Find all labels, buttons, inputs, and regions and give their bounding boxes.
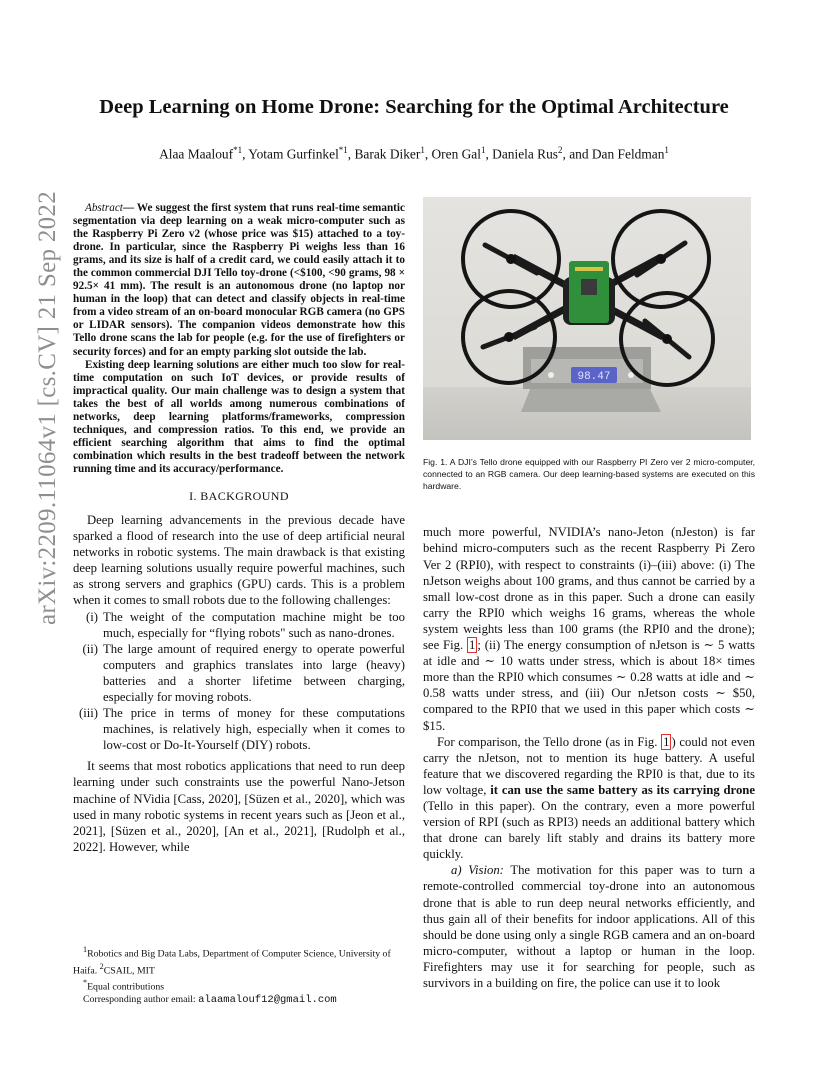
footnote-text: Robotics and Big Data Labs, Department of Computer Science, University of Haifa. xyxy=(73,948,391,976)
author-affiliation: 1 xyxy=(664,145,669,155)
paragraph-label: a) Vision: xyxy=(451,863,504,878)
footnote xyxy=(73,994,405,1006)
body-paragraph xyxy=(423,524,755,733)
footnote xyxy=(73,944,405,977)
motor xyxy=(504,332,514,342)
scale-reading: 98.47 xyxy=(577,371,611,383)
author: Alaa Maalouf xyxy=(159,146,234,162)
author: Dan Feldman xyxy=(591,146,665,162)
footnote-mark: 2 xyxy=(99,961,104,971)
body-text: For comparison, the Tello drone (as in Fig. xyxy=(437,734,658,749)
footnote xyxy=(73,977,405,994)
author: Daniela Rus xyxy=(492,146,558,162)
body-paragraph: Deep learning advancements in the previous decade have sparked a flood of research into the use of deep artificial neural networks in robotic systems. The main drawback is that existing deep learning solutions usually require powerful machines, such as strong servers and graphics (GPU) cards. This is a problem when it comes to small robots due to the following challenges: xyxy=(73,512,405,608)
motor xyxy=(506,254,516,264)
list-item-number: (iii) xyxy=(78,706,98,721)
body-text: ) could not even carry the nJetson, not to mention its huge battery. A useful feature that we discovered regarding the RPI0 is that, due to its low voltage, xyxy=(423,734,756,797)
left-column xyxy=(73,202,405,855)
body-text: (Tello in this paper). On the contrary, even a more powerful version of RPI (such as RPI3) needs an additional battery which that drone can barely lift stably and drains its battery more quickly. xyxy=(423,798,755,862)
arxiv-stamp: arXiv:2209.11064v1 [cs.CV] 21 Sep 2022 xyxy=(34,190,61,626)
footnote-text: CSAIL, MIT xyxy=(103,964,155,976)
body-paragraph xyxy=(423,734,755,863)
body-paragraph xyxy=(423,862,755,991)
author: Yotam Gurfinkel xyxy=(248,146,339,162)
footnote-text: Corresponding author email: xyxy=(83,994,196,1006)
challenge-list xyxy=(73,609,405,754)
section-heading: I. BACKGROUND xyxy=(189,488,289,503)
body-paragraph: It seems that most robotics applications that need to run deep learning under such constraints use the powerful Nano-Jetson machine of NVidia [Cass, 2020], [Süzen et al., 2020], which was used in many robotic systems in recent years such as [Jeon et al., 2021], [Süzen et al., 2020], [An et al., 2021], [Rudolph et al., 2022]. However, while xyxy=(73,759,405,854)
raspberry-pi-chip xyxy=(581,279,597,295)
raspberry-pi-header xyxy=(575,267,603,271)
list-item-text: The large amount of required energy to operate powerful computers and graphics translates into large (heavy) batteries and a shorter lifetime between charging, especially for moving robots. xyxy=(103,641,405,705)
list-item xyxy=(73,705,405,753)
figure-reference-link[interactable]: 1 xyxy=(469,638,476,653)
author: Barak Diker xyxy=(354,146,421,162)
author-email[interactable]: alaamalouf12@gmail.com xyxy=(198,994,337,1007)
right-column xyxy=(423,197,755,991)
list-item xyxy=(73,609,405,641)
author-affiliation: *1 xyxy=(233,145,243,155)
author-list: Alaa Maalouf$^{*1}$, Yotam Gurfinkel$^{*1}$, Barak Diker$^1$, Oren Gal$^1$, Daniela Rus$^2$, and Dan Feldman$^1$ xyxy=(159,145,669,162)
figure-1-photo xyxy=(423,197,751,440)
figure-reference-link[interactable]: 1 xyxy=(663,734,670,749)
footnote-text: Equal contributions xyxy=(87,981,165,993)
author-affiliation: *1 xyxy=(338,145,348,155)
body-text: much more powerful, NVIDIA’s nano-Jeton (nJeston) is far behind micro-computers such as the recent Raspberry Pi Zero Ver 2 (RPI0), with respect to constraints (i)–(iii) above: (i) The nJetson weighs about 100 grams, and thus cannot be carried by a small low-cost drone as in this paper. Such a drone can easily carry the RPI0 which weighs 16 grams, whereas the whole system weights less than 100 grams (the RPI0 and the drone); see Fig. xyxy=(423,525,755,653)
body-text: The motivation for this paper was to turn a remote-controlled commercial toy-drone into an autonomous drone that is able to run deep neural networks efficiently, and thus gain all of their benefits for indoor applications. All of this should be done using only a single RGB camera and an on-board micro-computer, without a laptop or human in the loop. Firefighters may use it for searching for people, such as survivors in a building on fire, the police can use it to look xyxy=(423,863,755,991)
list-item-number: (ii) xyxy=(82,641,98,656)
abstract-label: Abstract xyxy=(85,202,123,214)
scale-button xyxy=(548,372,554,378)
drone-photo-illustration xyxy=(423,197,751,440)
list-item xyxy=(73,641,405,705)
author-affiliation: 2 xyxy=(558,145,563,155)
footnotes xyxy=(73,944,405,1006)
author: Oren Gal xyxy=(431,146,481,162)
abstract-text: We suggest the first system that runs real-time semantic segmentation via deep learning on a weak micro-computer such as the Raspberry Pi Zero v2 (whose price was $15) attached to a toy-drone. In particular, since the Raspberry Pi weighs less than 16 grams, and its size is half of a credit card, we could easily attach it to the common commercial DJI Tello toy-drone (<$100, <90 grams, 98 × 92.5× 41 mm). The result is an autonomous drone (no laptop nor human in the loop) that can detect and classify objects in real-time from a video stream of an on-board monocular RGB camera (no GPS or LIDAR sensors). The companion videos demonstrate how this Tello drone scans the lab for people (e.g. for the use of firefighters or security forces) and for an empty parking slot outside the lab. xyxy=(73,202,405,358)
body-text: ; (ii) The energy consumption of nJetson is ∼ 5 watts at idle and ∼ 10 watts under stress, which is about 18× times more than the RPI0 which consumes ∼ 0.28 watts at idle and ∼ 0.58 watts under stress, and (iii) Our nJetson costs ∼ $50, compared to the RPI0 that we used in this paper which costs ∼ $15. xyxy=(423,638,755,733)
scale-body xyxy=(521,387,661,412)
abstract-paragraph: Abstract— We suggest the first system that runs real-time semantic segmentation via deep learning on a weak micro-computer such as the Raspberry Pi Zero v2 (whose price was $15) attached to a toy-drone. In particular, since the Raspberry Pi weighs less than 16 grams, and its size is half of a credit card, we could easily attach it to the common commercial DJI Tello toy-drone (<$100, <90 grams, 98 × 92.5× 41 mm). The result is an autonomous drone (no laptop nor human in the loop) that can detect and classify objects in real-time from a video stream of an on-board monocular RGB camera (no GPS or LIDAR sensors). The companion videos demonstrate how this Tello drone scans the lab for people (e.g. for the use of firefighters or security forces) and for an empty parking slot outside the lab. xyxy=(73,202,405,358)
author-affiliation: 1 xyxy=(420,145,425,155)
motor xyxy=(662,334,672,344)
abstract-paragraph-2: Existing deep learning solutions are either much too slow for real-time computation on such IoT devices, or provide results of impractical quality. Our main challenge was to design a system that takes the best of all worlds among numerous combinations of networks, deep learning platforms/frameworks, compression techniques, and compression ratios. To this end, we provide an efficient searching algorithm that aims to find the optimal combination which results in the best tradeoff between the network running time and its accuracy/performance. xyxy=(73,358,405,475)
emphasized-text: it can use the same battery as its carrying drone xyxy=(490,782,755,797)
list-item-number: (i) xyxy=(86,609,98,624)
list-item-text: The price in terms of money for these computations machines, is relatively high, especially when it comes to low-cost or Do-It-Yourself (DIY) robots. xyxy=(103,706,405,753)
footnote-mark: * xyxy=(83,978,88,988)
motor xyxy=(656,254,666,264)
list-item-text: The weight of the computation machine might be too much, especially for “flying robots" such as nano-drones. xyxy=(103,609,405,640)
footnote-mark: 1 xyxy=(83,945,88,954)
author-affiliation: 1 xyxy=(480,145,486,155)
figure-caption: Fig. 1. A DJI’s Tello drone equipped with our Raspberry PI Zero ver 2 micro-computer, connected to an RGB camera. Our deep learning-based systems are executed on this hardware. xyxy=(423,457,755,491)
paper-title: Deep Learning on Home Drone: Searching for the Optimal Architecture xyxy=(99,96,729,118)
